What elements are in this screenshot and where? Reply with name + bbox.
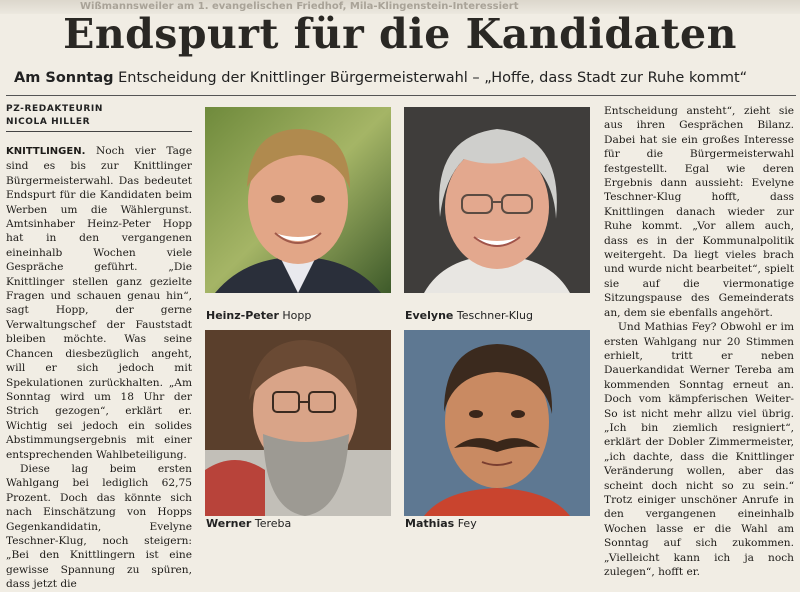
- portrait-image: [205, 107, 391, 293]
- article-paragraph: Und Mathias Fey? Obwohl er im ersten Wahlgang nur 20 Stimmen erhielt, tritt er neben Dauerkandidat Werner Tereba am kommenden Sonntag erneut an. Doch vom kämpferischen Weiter-So ist nicht mehr allzu viel übrig. „Ich bin ziemlich resigniert“, erklärt der Dobler Zimmermeister, „ich dachte, dass die Knittlinger Veränderung wollen, aber das scheint doch nicht so zu sein.“ Trotz einiger unschöner Anrufe in den vergangenen eineinhalb Wochen lasse er die Wahl am Sonntag auf sich zukommen. „Vielleicht kann ich ja noch zulegen“, hofft er.: [604, 321, 794, 578]
- subhead-kicker: Am Sonntag: [14, 70, 114, 86]
- portrait-image: [404, 330, 590, 516]
- caption-werner-tereba: [206, 517, 291, 530]
- photo-evelyne-teschner-klug: [404, 107, 590, 293]
- article-paragraph: Diese lag beim ersten Wahlgang bei lediglich 62,75 Prozent. Doch das könnte sich nach Einschätzung von Hopps Gegenkandidatin, Evelyne Teschner-Klug, noch steigern: „Bei den Knittlingern ist eine gewisse Spannung zu spüren, dass jetzt die: [6, 462, 192, 591]
- headline: Endspurt für die Kandidaten: [63, 10, 737, 58]
- article-paragraph: [6, 144, 192, 462]
- byline-rule: [6, 131, 192, 132]
- byline-name: NICOLA HILLER: [6, 117, 91, 127]
- caption-last-name: Teschner-Klug: [456, 309, 534, 322]
- caption-evelyne-teschner-klug: [405, 309, 533, 322]
- caption-first-name: Werner: [206, 517, 252, 530]
- subhead: [14, 70, 794, 86]
- caption-heinz-peter-hopp: [206, 309, 311, 322]
- photo-mathias-fey: [404, 330, 590, 516]
- article-column-right: [604, 104, 794, 578]
- caption-last-name: Hopp: [282, 309, 312, 322]
- caption-last-name: Fey: [457, 517, 477, 530]
- article-paragraph: Entscheidung ansteht“, zieht sie aus ihren Gesprächen Bilanz. Dabei hat sie ein großes Interesse für die Bürgermeisterwahl festgestellt. Egal wie deren Ergebnis dann aussieht: Evelyne Teschner-Klug hofft, dass Knittlingen danach wieder zur Ruhe kommt. „Vor allem auch, dass es in der Kommunalpolitik weitergeht. Da liegt vieles brach und wurde nicht bearbeitet“, spielt sie auf die viermonatige Sitzungspause des Gemeinderats an, dem sie ebenfalls angehört.: [604, 105, 794, 319]
- portrait-image: [205, 330, 391, 516]
- subhead-text: Entscheidung der Knittlinger Bürgermeisterwahl – „Hoffe, dass Stadt zur Ruhe kommt“: [118, 70, 748, 86]
- article-column-left: [6, 144, 192, 591]
- caption-last-name: Tereba: [254, 517, 292, 530]
- caption-first-name: Evelyne: [405, 309, 454, 322]
- byline: [6, 103, 103, 129]
- top-strip-text: Wißmannsweiler am 1. evangelischen Friedhof, Mila-Klingenstein-Interessiert: [0, 0, 800, 14]
- caption-first-name: Mathias: [405, 517, 455, 530]
- photo-werner-tereba: [205, 330, 391, 516]
- portrait-image: [404, 107, 590, 293]
- caption-first-name: Heinz-Peter: [206, 309, 279, 322]
- photo-heinz-peter-hopp: [205, 107, 391, 293]
- byline-role: PZ-REDAKTEURIN: [6, 104, 103, 114]
- caption-mathias-fey: [405, 517, 477, 530]
- dateline: KNITTLINGEN.: [6, 146, 86, 157]
- headline-rule: [6, 95, 796, 96]
- paragraph-text: Noch vier Tage sind es bis zur Knittlinger Bürgermeisterwahl. Das bedeutet Endspurt für die Kandidaten beim Werben um die Wählergunst. Amtsinhaber Heinz-Peter Hopp hat in den vergangenen eineinhalb Wochen viele Gespräche geführt. „Die Knittlinger stellen ganz gezielte Fragen und schauen genau hin“, sagt Hopp, der gerne Verwaltungschef der Fauststadt bleiben möchte. Was seine Chancen diesbezüglich angeht, will er sich jedoch mit Spekulationen zurückhalten. „Am Sonntag wird um 18 Uhr der Strich gezogen“, erklärt er. Wichtig sei jedoch ein solides Abstimmungsergebnis mit einer entsprechenden Wahlbeteiligung.: [6, 145, 192, 461]
